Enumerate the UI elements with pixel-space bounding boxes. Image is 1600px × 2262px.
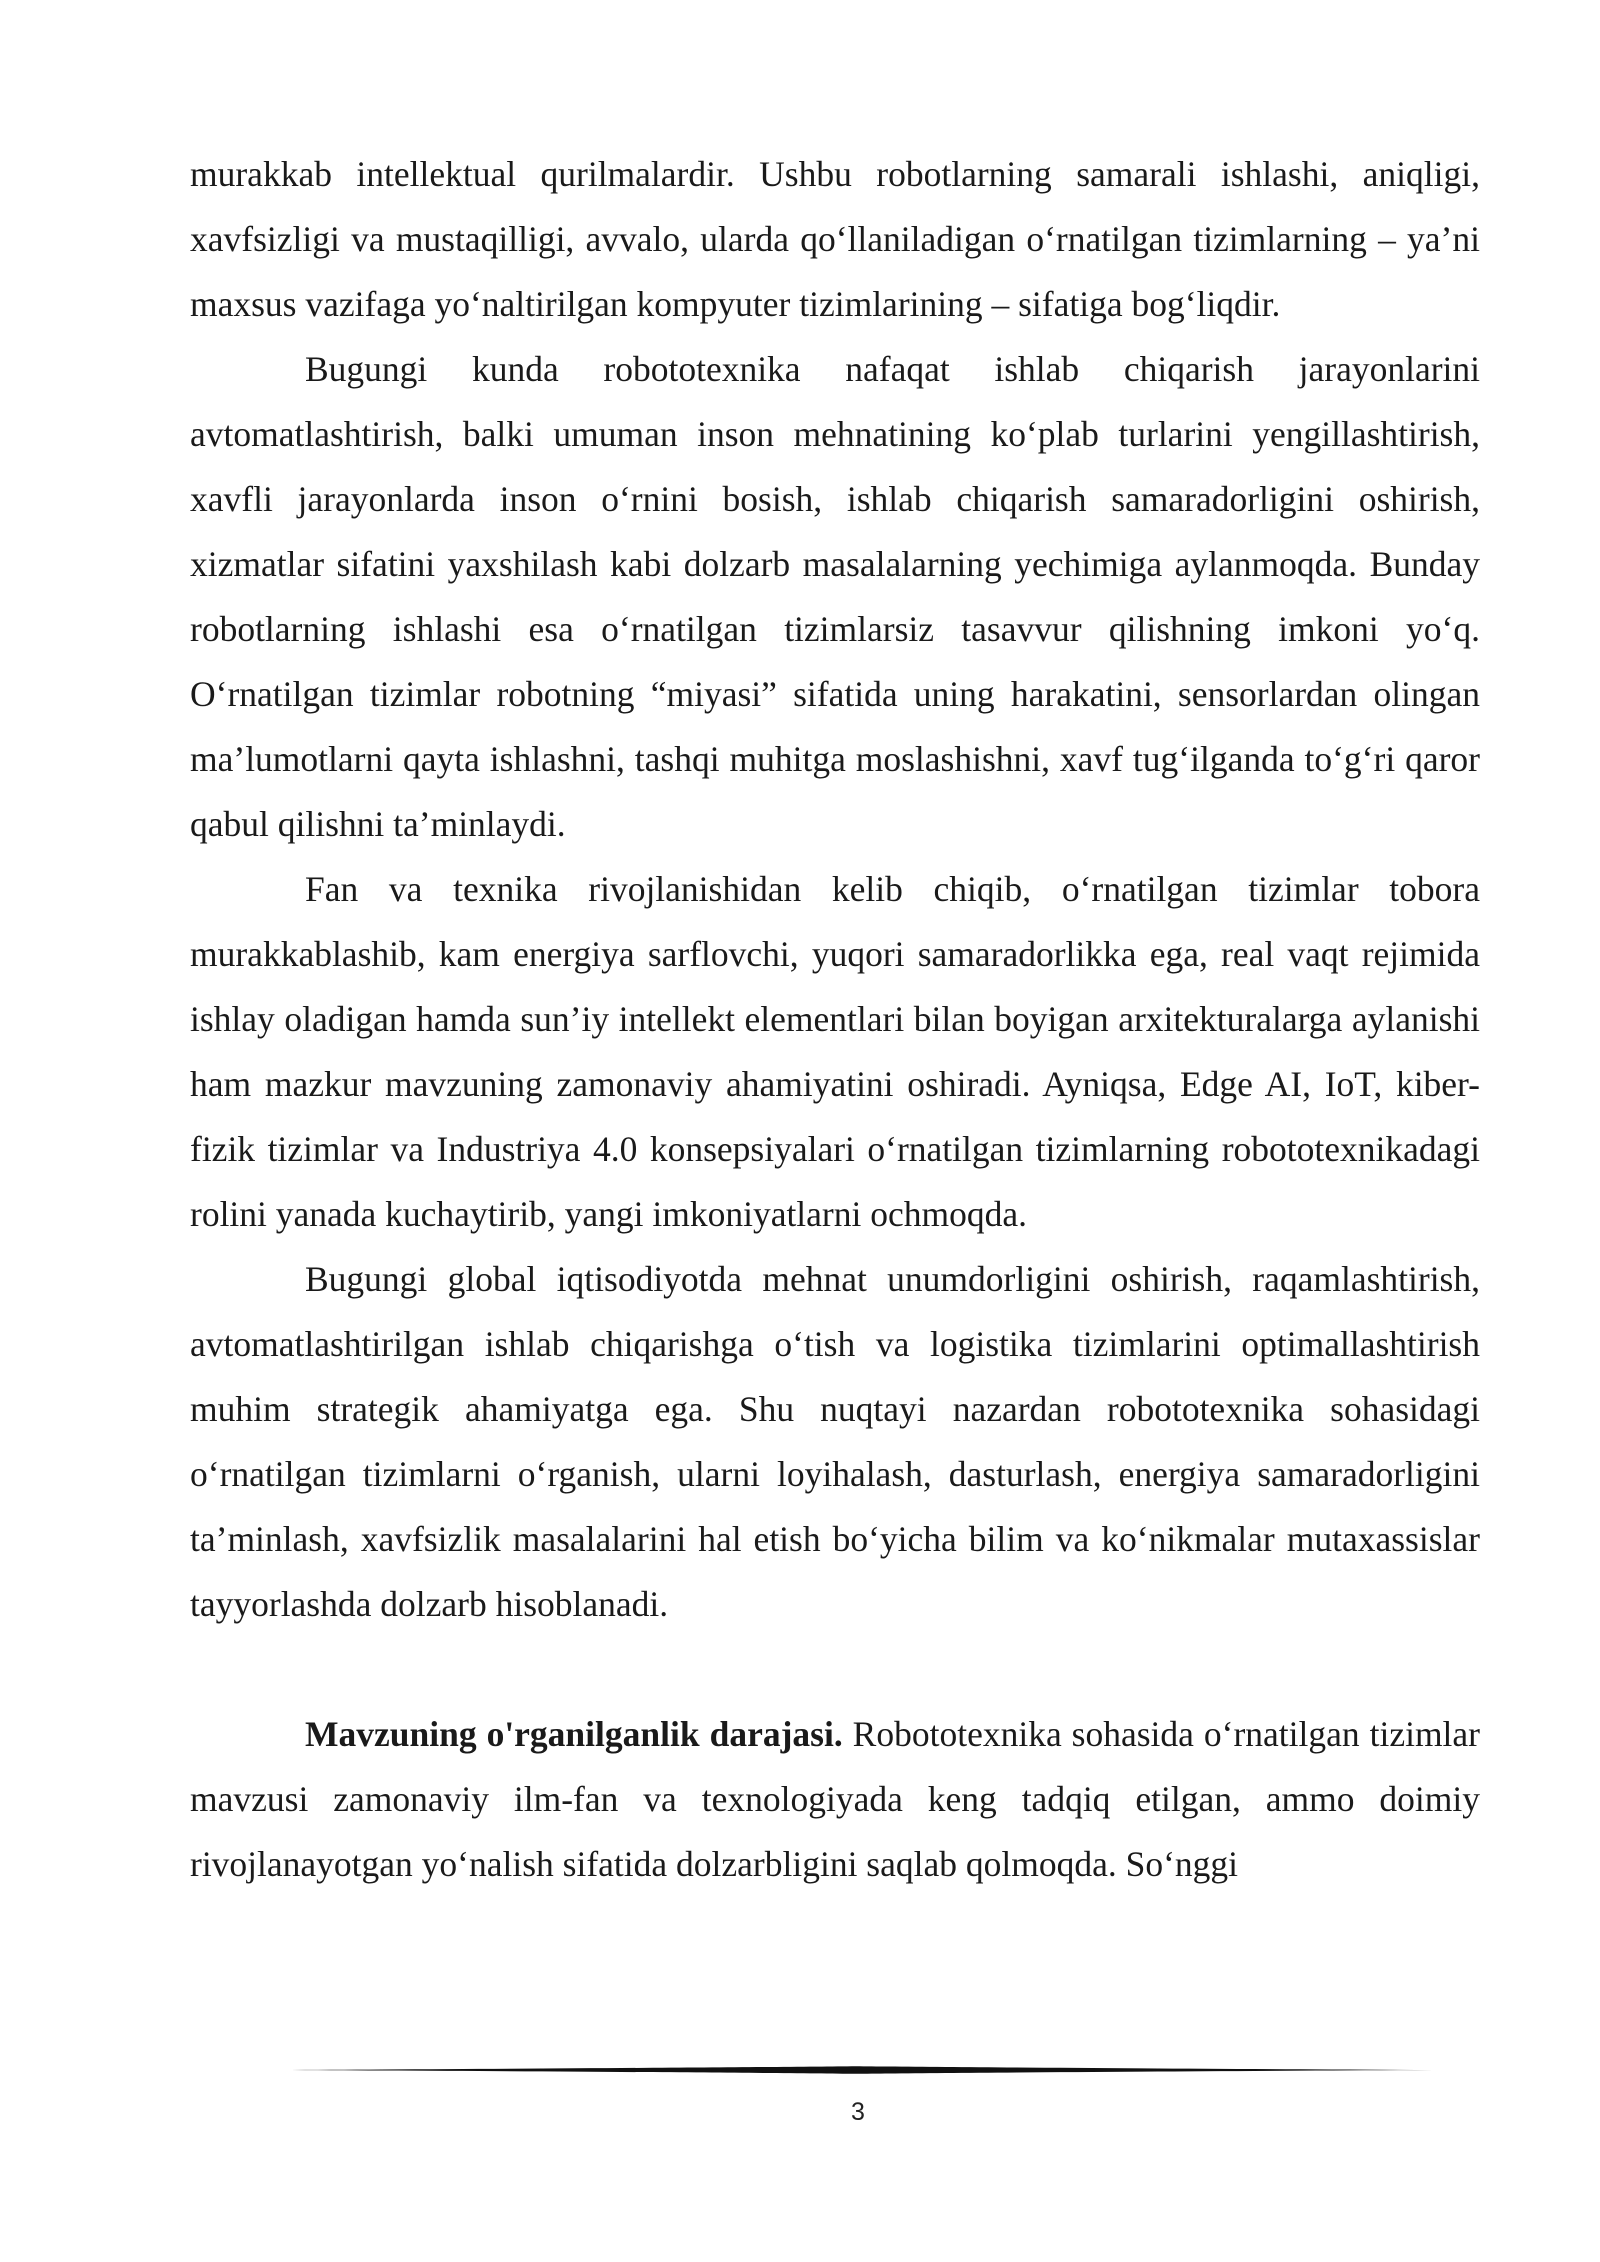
section-text: Robototexnika sohasida o‘rnatilgan tizimlar mavzusi zamonaviy ilm-fan va texnologiyada keng tadqiq etilgan, ammo doimiy rivojlanayotgan yo‘nalish sifatida dolzarbligini saqlab qolmoqda. So‘nggi — [190, 1714, 1480, 1884]
section-gap — [190, 1637, 1480, 1702]
page-number: 3 — [851, 2098, 865, 2126]
footer-divider — [278, 2064, 1433, 2076]
paragraph-4: Bugungi global iqtisodiyotda mehnat unumdorligini oshirish, raqamlashtirish, avtomatlashtirilgan ishlab chiqarishga o‘tish va logistika tizimlarini optimallashtirish muhim strategik ahamiyatga ega. Shu nuqtayi nazardan robototexnika sohasidagi o‘rnatilgan tizimlarni o‘rganish, ularni loyihalash, dasturlash, energiya samaradorligini ta’minlash, xavfsizlik masalalarini hal etish bo‘yicha bilim va ko‘nikmalar mutaxassislar tayyorlashda dolzarb hisoblanadi. — [190, 1259, 1480, 1624]
section-paragraph — [190, 1702, 1480, 1897]
section-heading: Mavzuning o'rganilganlik darajasi. — [305, 1714, 843, 1754]
paragraph-1: murakkab intellektual qurilmalardir. Ushbu robotlarning samarali ishlashi, aniqligi, xavfsizligi va mustaqilligi, avvalo, ularda qo‘llaniladigan o‘rnatilgan tizimlarning – ya’ni maxsus vazifaga yo‘naltirilgan kompyuter tizimlarining – sifatiga bog‘liqdir. — [190, 154, 1480, 324]
paragraph-3: Fan va texnika rivojlanishidan kelib chiqib, o‘rnatilgan tizimlar tobora murakkablashib, kam energiya sarflovchi, yuqori samaradorlikka ega, real vaqt rejimida ishlay oladigan hamda sun’iy intellekt elementlari bilan boyigan arxitekturalarga aylanishi ham mazkur mavzuning zamonaviy ahamiyatini oshiradi. Ayniqsa, Edge AI, IoT, kiber-fizik tizimlar va Industriya 4.0 konsepsiyalari o‘rnatilgan tizimlarning robototexnikadagi rolini yanada kuchaytirib, yangi imkoniyatlarni ochmoqda. — [190, 869, 1480, 1234]
page-body — [190, 142, 1480, 1897]
paragraph-2: Bugungi kunda robototexnika nafaqat ishlab chiqarish jarayonlarini avtomatlashtirish, balki umuman inson mehnatining ko‘plab turlarini yengillashtirish, xavfli jarayonlarda inson o‘rnini bosish, ishlab chiqarish samaradorligini oshirish, xizmatlar sifatini yaxshilash kabi dolzarb masalalarning yechimiga aylanmoqda. Bunday robotlarning ishlashi esa o‘rnatilgan tizimlarsiz tasavvur qilishning imkoni yo‘q. O‘rnatilgan tizimlar robotning “miyasi” sifatida uning harakatini, sensorlardan olingan ma’lumotlarni qayta ishlashni, tashqi muhitga moslashishni, xavf tug‘ilganda to‘g‘ri qaror qabul qilishni ta’minlaydi. — [190, 349, 1480, 844]
